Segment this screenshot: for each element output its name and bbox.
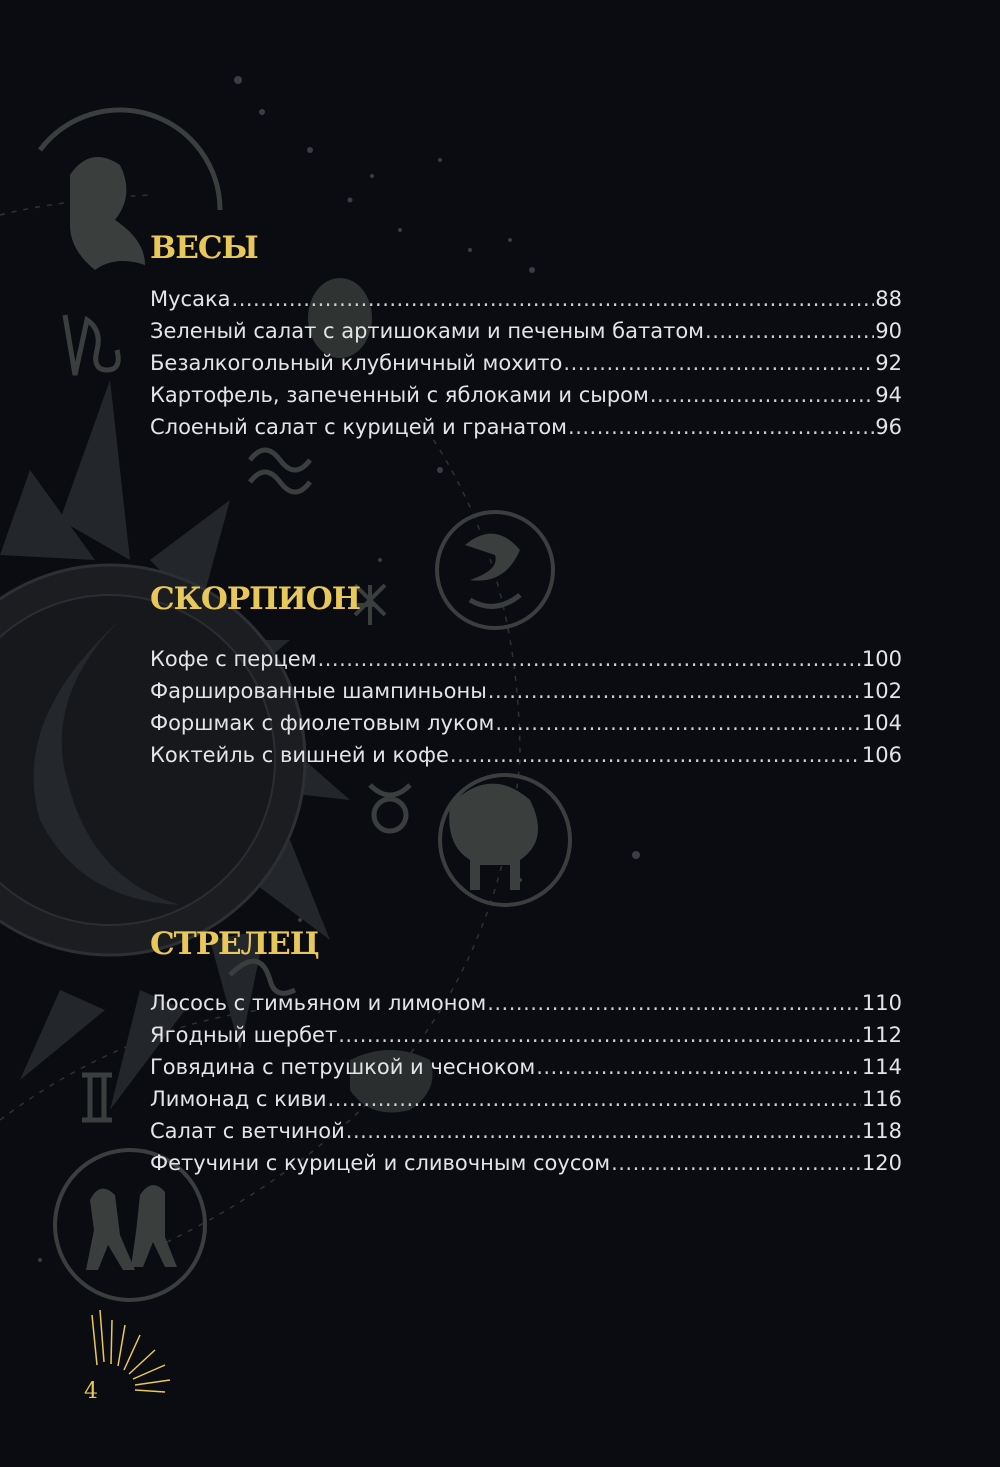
toc-dot-leader [611,1151,861,1175]
toc-page-number: 92 [875,351,902,375]
toc-page-number: 116 [861,1087,902,1111]
toc-dish-name: Говядина с петрушкой и чесноком [150,1055,536,1079]
toc-dot-leader [328,1087,861,1111]
toc-dish-name: Мусака [150,287,231,311]
toc-dot-leader [232,287,875,311]
toc-list [150,647,902,775]
toc-row[interactable] [150,743,902,775]
toc-dish-name: Ягодный шербет [150,1023,338,1047]
toc-row[interactable] [150,679,902,711]
toc-dot-leader [346,1119,861,1143]
toc-row[interactable] [150,351,902,383]
toc-dish-name: Лосось с тимьяном и лимоном [150,991,487,1015]
toc-dot-leader [563,351,874,375]
rays-ornament [92,1310,170,1392]
toc-row[interactable] [150,1023,902,1055]
toc-dot-leader [650,383,874,407]
toc-dish-name: Фетучини с курицей и сливочным соусом [150,1151,611,1175]
toc-section-skorpion [150,581,902,767]
toc-row[interactable] [150,711,902,743]
toc-row[interactable] [150,1087,902,1119]
toc-page-number: 106 [861,743,902,767]
toc-row[interactable] [150,287,902,319]
toc-dot-leader [536,1055,861,1079]
page-number: 4 [84,1379,98,1404]
toc-page-number: 114 [861,1055,902,1079]
toc-dish-name: Лимонад с киви [150,1087,327,1111]
toc-dot-leader [568,415,874,439]
toc-dish-name: Зеленый салат с артишоками и печеным бататом [150,319,705,343]
toc-dot-leader [318,647,861,671]
toc-dish-name: Форшмак с фиолетовым луком [150,711,495,735]
toc-dot-leader [705,319,874,343]
section-title: СТРЕЛЕЦ [150,926,319,962]
toc-page-number: 112 [861,1023,902,1047]
toc-page-number: 102 [861,679,902,703]
toc-row[interactable] [150,991,902,1023]
toc-page-number: 88 [875,287,902,311]
toc-page-number: 90 [875,319,902,343]
toc-dish-name: Безалкогольный клубничный мохито [150,351,563,375]
toc-dish-name: Картофель, запеченный с яблоками и сыром [150,383,649,407]
toc-row[interactable] [150,415,902,447]
toc-dish-name: Кофе с перцем [150,647,317,671]
toc-page-number: 104 [861,711,902,735]
toc-list [150,287,902,447]
toc-dot-leader [338,1023,861,1047]
toc-page-number: 120 [861,1151,902,1175]
toc-page-number: 118 [861,1119,902,1143]
toc-row[interactable] [150,1055,902,1087]
toc-row[interactable] [150,383,902,415]
section-title: ВЕСЫ [150,230,258,266]
toc-dot-leader [488,679,861,703]
toc-row[interactable] [150,1151,902,1183]
toc-section-vesy [150,230,902,439]
toc-page-number: 96 [875,415,902,439]
toc-dot-leader [487,991,861,1015]
toc-dish-name: Фаршированные шампиньоны [150,679,487,703]
toc-row[interactable] [150,1119,902,1151]
toc-page-number: 94 [875,383,902,407]
section-title: СКОРПИОН [150,581,361,617]
toc-row[interactable] [150,647,902,679]
toc-dish-name: Слоеный салат с курицей и гранатом [150,415,568,439]
toc-list [150,991,902,1183]
toc-dot-leader [450,743,861,767]
toc-page-number: 110 [861,991,902,1015]
toc-dish-name: Салат с ветчиной [150,1119,345,1143]
toc-page-number: 100 [861,647,902,671]
toc-dish-name: Коктейль с вишней и кофе [150,743,449,767]
toc-row[interactable] [150,319,902,351]
toc-dot-leader [495,711,861,735]
toc-section-strelec [150,926,902,1175]
